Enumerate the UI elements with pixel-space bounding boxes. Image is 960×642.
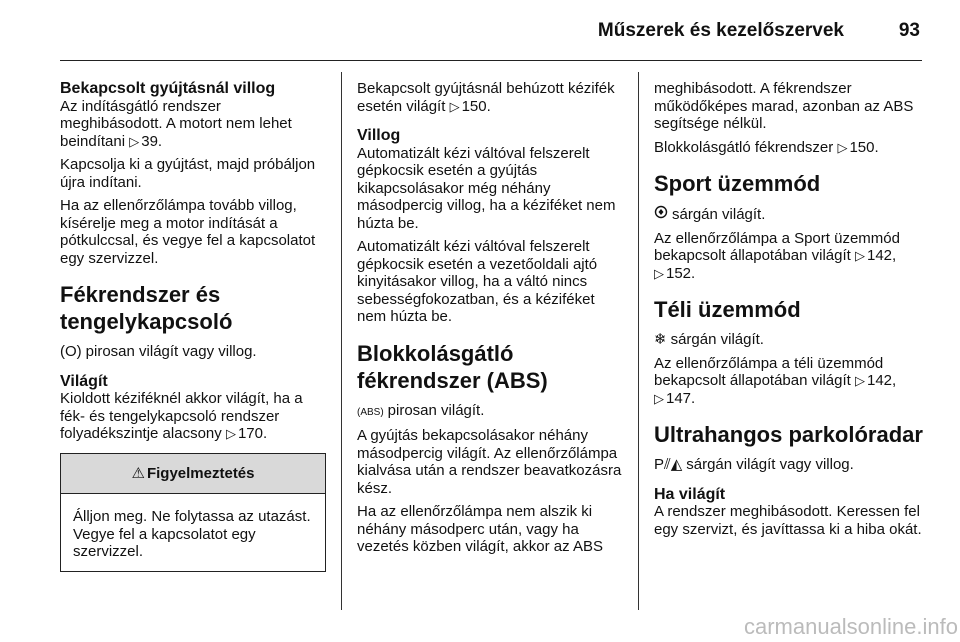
paragraph: meghibásodott. A fékrendszer működőképes marad, azonban az ABS segítsége nélkül. — [654, 80, 914, 132]
column-2 — [357, 80, 623, 562]
abs-warning-icon: (ABS) — [357, 406, 384, 418]
heading-ha-vilagit: Ha világít — [654, 485, 726, 503]
paragraph: (ABS) pirosan világít. — [357, 402, 623, 422]
header-rule — [60, 60, 922, 61]
snowflake-icon: ❄ — [654, 331, 667, 348]
paragraph: P⫽◭ sárgán világít vagy villog. — [654, 456, 854, 473]
paragraph: ❄ sárgán világít. — [654, 331, 764, 348]
paragraph: Bekapcsolt gyújtásnál behúzott kézifék esetén világít ▷ 150. — [357, 80, 615, 115]
warning-text: Álljon meg. Ne folytassa az utazást. Vegye fel a kapcsolatot egy szervizzel. — [73, 508, 311, 560]
warning-box — [60, 453, 326, 572]
warning-triangle-icon: ⚠ — [131, 464, 145, 482]
paragraph: Az ellenőrzőlámpa a Sport üzemmód bekapcsolt állapotában világít ▷ 142, ▷ 152. — [654, 229, 900, 282]
page-ref[interactable]: 170. — [237, 425, 268, 442]
page-ref[interactable]: 142, — [866, 372, 897, 389]
paragraph: (O) pirosan világít vagy villog. — [60, 343, 257, 360]
paragraph: Automatizált kézi váltóval felszerelt gépkocsik esetén a gyújtás kikapcsolásakor még néhány másodpercig villog, ha a kéziféket nem húzta be. — [357, 144, 616, 232]
page-ref-icon: ▷ — [225, 426, 236, 441]
page-ref-icon: ▷ — [654, 265, 664, 281]
page-ref-icon: ▷ — [854, 248, 865, 263]
heading-sport: Sport üzemmód — [654, 171, 821, 196]
page-ref[interactable]: 150. — [849, 138, 879, 156]
paragraph: Automatizált kézi váltóval felszerelt gépkocsik esetén a vezetőoldali ajtó kinyitásakor villog, ha a váltó nincs sebességfokozatban, és a kéziféket nem húzta be. — [357, 238, 598, 325]
heading-vilagit: Világít — [60, 372, 108, 390]
column-divider — [341, 72, 342, 610]
paragraph: Blokkolásgátló fékrendszer ▷ 150. — [654, 138, 879, 156]
heading-villog: Bekapcsolt gyújtásnál villog — [60, 80, 276, 97]
heading-abs: Blokkolásgátló fékrendszer (ABS) — [357, 340, 548, 393]
paragraph: A rendszer meghibásodott. Keressen fel egy szervizt, és javíttassa ki a hiba okát. — [654, 503, 922, 538]
heading-ultrahangos: Ultrahangos parkolóradar — [654, 422, 923, 447]
page-title: Műszerek és kezelőszervek — [597, 20, 844, 41]
page-ref-icon: ▷ — [449, 98, 460, 114]
column-3 — [654, 80, 928, 544]
page-ref-icon: ▷ — [837, 139, 848, 155]
page-number: 93 — [898, 20, 920, 41]
page-ref[interactable]: 147. — [666, 389, 696, 407]
page-ref[interactable]: 152. — [666, 264, 696, 282]
heading-fekrendszer: Fékrendszer és tengelykapcsoló — [60, 282, 233, 334]
heading-villog: Villog — [357, 127, 401, 144]
column-1 — [60, 80, 326, 572]
heading-teli: Téli üzemmód — [654, 297, 801, 322]
sport-mode-icon — [654, 205, 668, 224]
paragraph: Kioldott kéziféknél akkor világít, ha a fék- és tengelykapcsoló rendszer folyadékszintje alacsony ▷ 170. — [60, 390, 303, 442]
column-divider — [638, 72, 639, 610]
page-ref[interactable]: 142, — [866, 247, 897, 264]
paragraph: Az indításgátló rendszer meghibásodott. A motort nem lehet beindítani ▷ 39. — [60, 97, 292, 150]
page-ref[interactable]: 150. — [461, 97, 491, 115]
parking-radar-icon: P⫽◭ — [654, 456, 683, 473]
paragraph: Kapcsolja ki a gyújtást, majd próbáljon újra indítani. — [60, 156, 316, 191]
brake-warning-icon: (O) — [60, 343, 82, 360]
page-ref-icon: ▷ — [129, 133, 140, 149]
page-ref-icon: ▷ — [654, 390, 664, 406]
watermark: carmanualsonline.info — [743, 614, 958, 639]
paragraph: Ha az ellenőrzőlámpa nem alszik ki néhány másodperc után, vagy ha vezetés közben világít, akkor az ABS — [357, 503, 603, 555]
warning-header: ⚠ Figyelmeztetés — [61, 454, 325, 495]
page-ref[interactable]: 39. — [141, 132, 163, 150]
page-header — [60, 14, 922, 54]
paragraph: sárgán világít. — [654, 205, 928, 224]
paragraph: Ha az ellenőrzőlámpa tovább villog, kísérelje meg a motor indítását a pótkulccsal, és vegye fel a kapcsolatot egy szervizzel. — [60, 197, 316, 267]
paragraph: A gyújtás bekapcsolásakor néhány másodpercig világít. Az ellenőrzőlámpa kialvása után a rendszer beavatkozásra kész. — [357, 427, 622, 497]
page-ref-icon: ▷ — [854, 373, 865, 388]
paragraph: Az ellenőrzőlámpa a téli üzemmód bekapcsolt állapotában világít ▷ 142, ▷ 147. — [654, 354, 897, 407]
